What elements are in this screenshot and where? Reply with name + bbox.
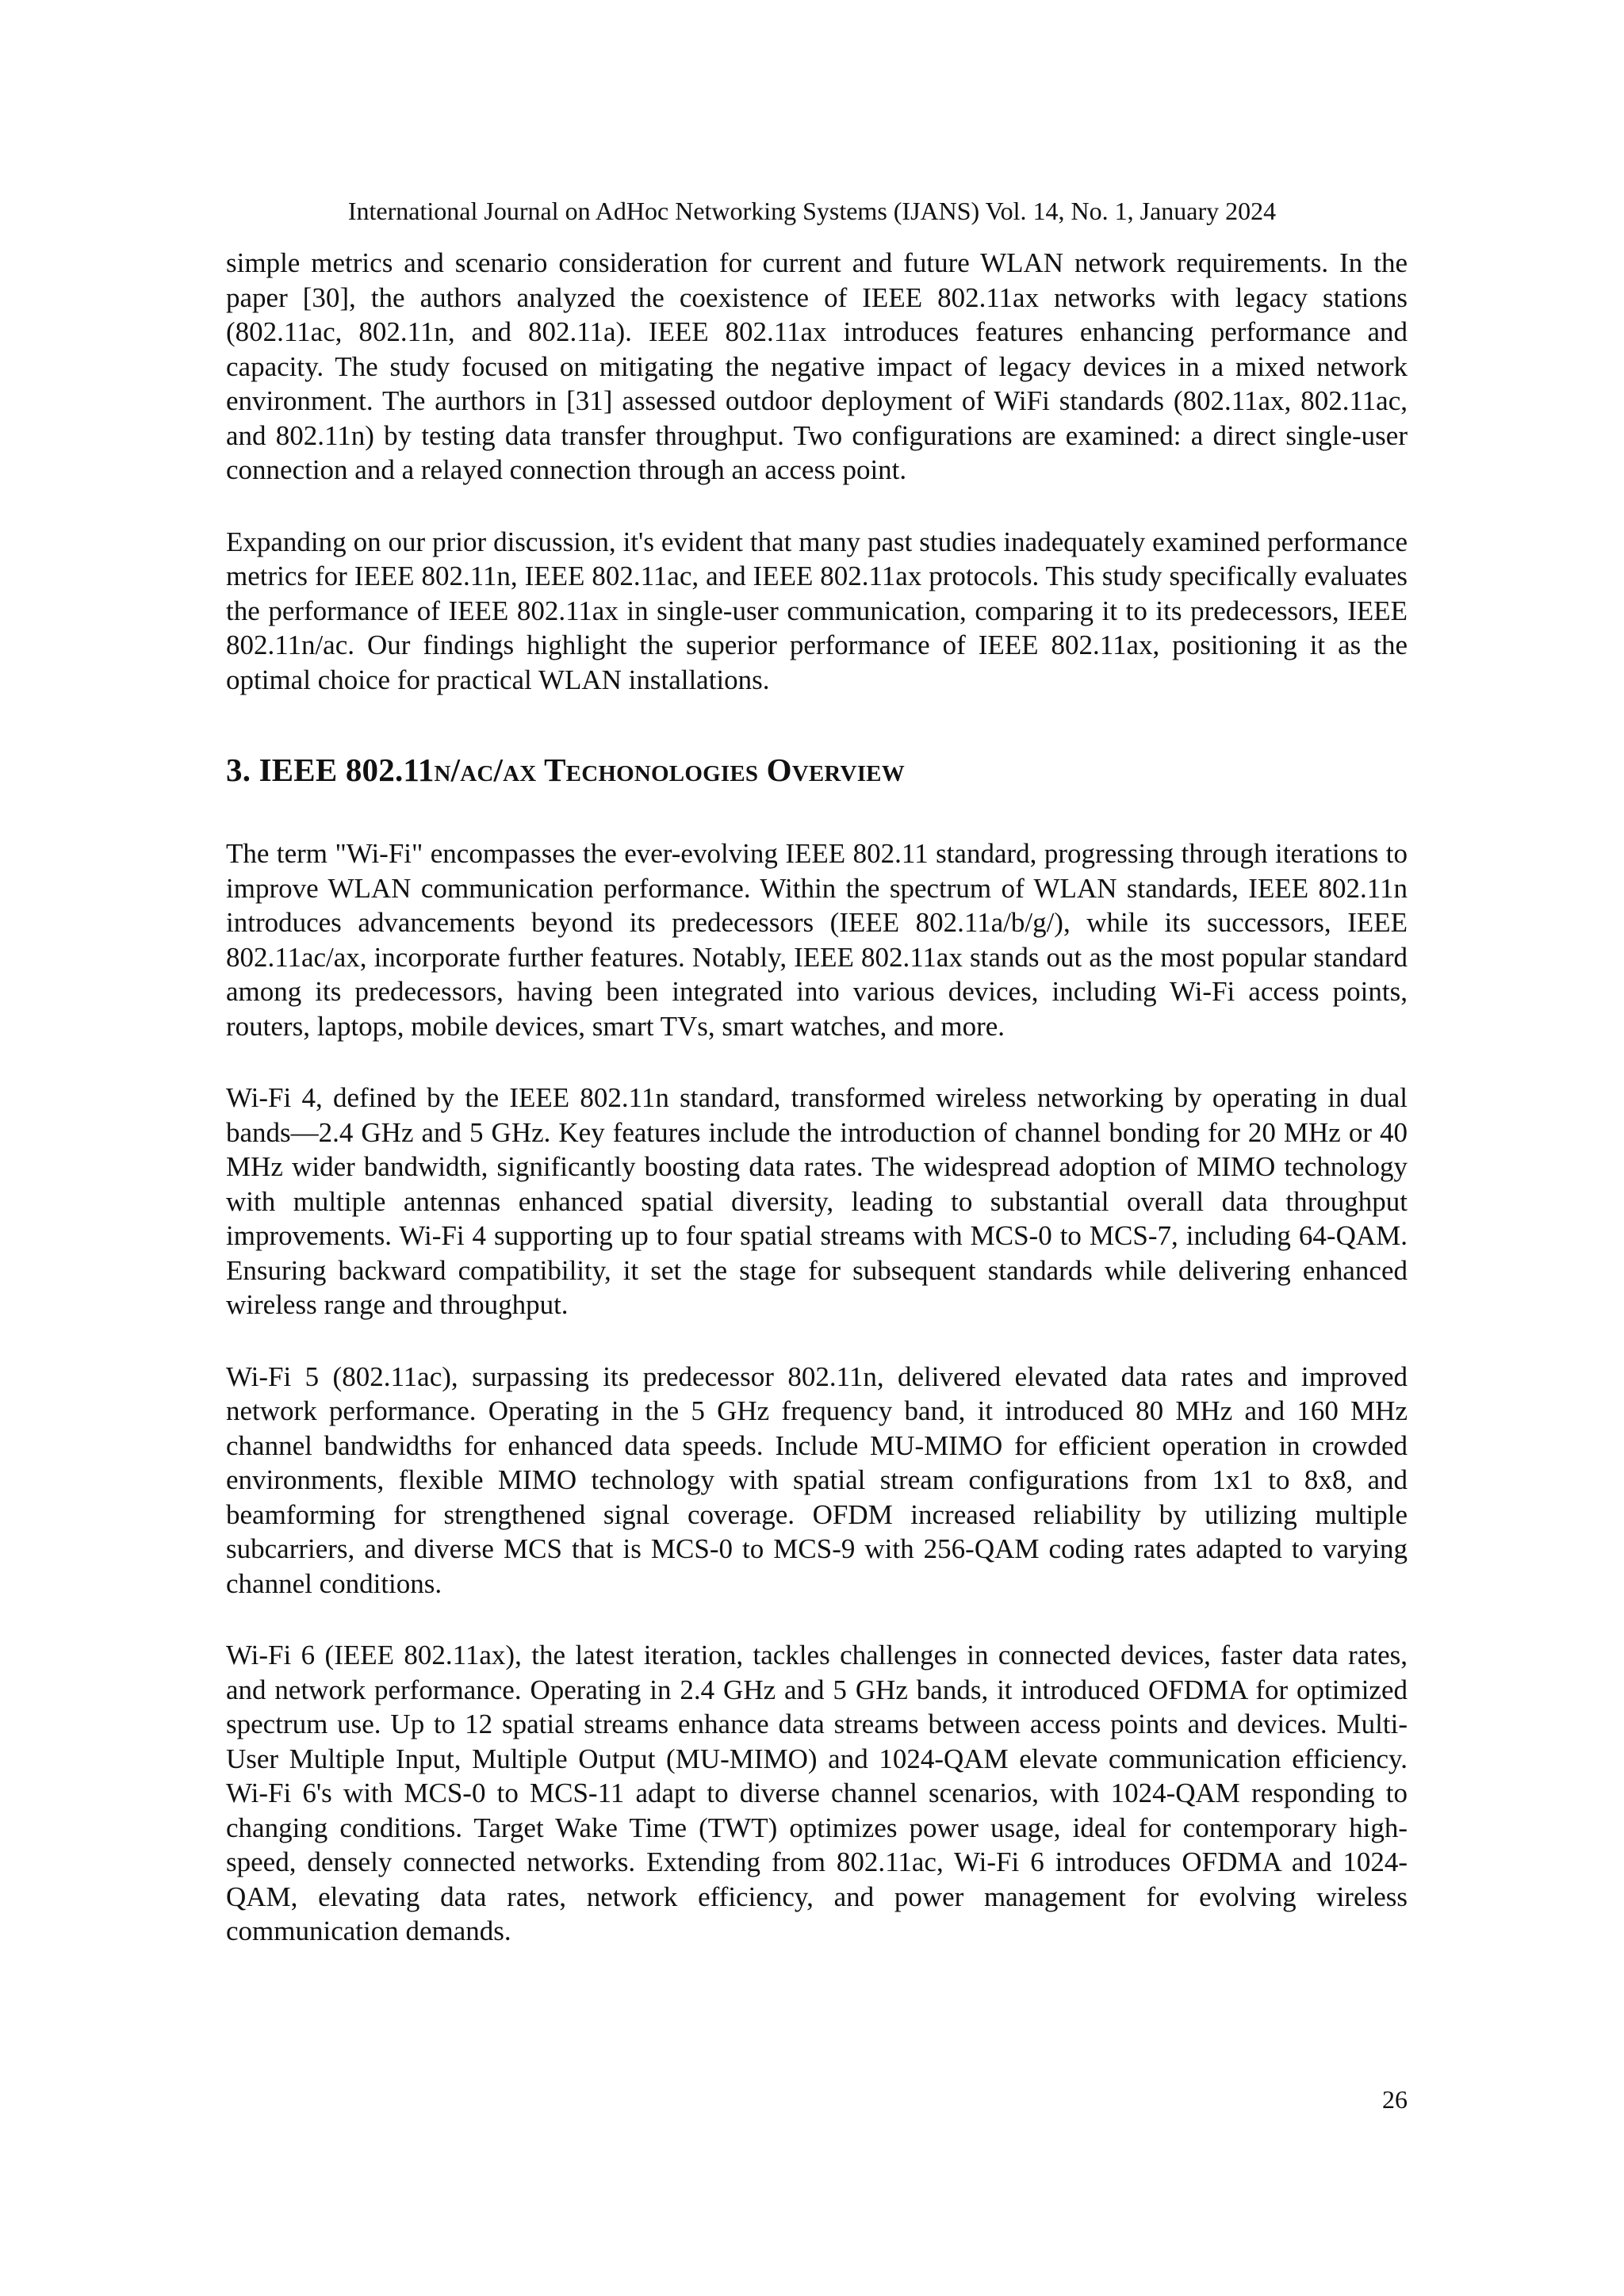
paragraph-wifi-4: Wi-Fi 4, defined by the IEEE 802.11n standard, transformed wireless networking by operating in dual bands—2.4 GHz and 5 GHz. Key features include the introduction of channel bonding for 20 MHz or 40 MHz wider bandwidth, significantly boosting data rates. The widespread adoption of MIMO technology with multiple antennas enhanced spatial diversity, leading to substantial overall data throughput improvements. Wi-Fi 4 supporting up to four spatial streams with MCS-0 to MCS-7, including 64-QAM. Ensuring backward compatibility, it set the stage for subsequent standards while delivering enhanced wireless range and throughput. — [226, 1082, 1408, 1320]
page-number: 26 — [1382, 2085, 1408, 2114]
paragraph-wifi-overview: The term "Wi-Fi" encompasses the ever-evolving IEEE 802.11 standard, progressing through iterations to improve WLAN communication performance. Within the spectrum of WLAN standards, IEEE 802.11n introduces advancements beyond its predecessors (IEEE 802.11a/b/g/), while its successors, IEEE 802.11ac/ax, incorporate further features. Notably, IEEE 802.11ax stands out as the most popular standard among its predecessors, having been integrated into various devices, including Wi-Fi access points, routers, laptops, mobile devices, smart TVs, smart watches, and more. — [226, 838, 1408, 1042]
paragraph-related-work-continued: simple metrics and scenario consideration for current and future WLAN network requirements. In the paper [30], the authors analyzed the coexistence of IEEE 802.11ax networks with legacy stations (802.11ac, 802.11n, and 802.11a). IEEE 802.11ax introduces features enhancing performance and capacity. The study focused on mitigating the negative impact of legacy devices in a mixed network environment. The aurthors in [31] assessed outdoor deployment of WiFi standards (802.11ax, 802.11ac, and 802.11n) by testing data transfer throughput. Two configurations are examined: a direct single-user connection and a relayed connection through an access point. — [226, 247, 1408, 485]
page-body — [226, 246, 1408, 1986]
section-heading: 3. IEEE 802.11n/ac/ax Techonologies Overview — [226, 752, 905, 788]
paragraph-wifi-6: Wi-Fi 6 (IEEE 802.11ax), the latest iteration, tackles challenges in connected devices, faster data rates, and network performance. Operating in 2.4 GHz and 5 GHz bands, it introduced OFDMA for optimized spectrum use. Up to 12 spatial streams enhance data streams between access points and devices. Multi-User Multiple Input, Multiple Output (MU-MIMO) and 1024-QAM elevate communication efficiency. Wi-Fi 6's with MCS-0 to MCS-11 adapt to diverse channel scenarios, with 1024-QAM responding to changing conditions. Target Wake Time (TWT) optimizes power usage, ideal for contemporary high-speed, densely connected networks. Extending from 802.11ac, Wi-Fi 6 introduces OFDMA and 1024-QAM, elevating data rates, network efficiency, and power management for evolving wireless communication demands. — [226, 1640, 1408, 1946]
running-header: International Journal on AdHoc Networking Systems (IJANS) Vol. 14, No. 1, January 2024 — [347, 197, 1277, 225]
paragraph-wifi-5: Wi-Fi 5 (802.11ac), surpassing its predecessor 802.11n, delivered elevated data rates and improved network performance. Operating in the 5 GHz frequency band, it introduced 80 MHz and 160 MHz channel bandwidths for enhanced data speeds. Include MU-MIMO for efficient operation in crowded environments, flexible MIMO technology with spatial stream configurations from 1x1 to 8x8, and beamforming for strengthened signal coverage. OFDM increased reliability by utilizing multiple subcarriers, and diverse MCS that is MCS-0 to MCS-9 with 256-QAM coding rates adapted to varying channel conditions. — [226, 1360, 1408, 1599]
paragraph-study-motivation: Expanding on our prior discussion, it's evident that many past studies inadequately examined performance metrics for IEEE 802.11n, IEEE 802.11ac, and IEEE 802.11ax protocols. This study specifically evaluates the performance of IEEE 802.11ax in single-user communication, comparing it to its predecessors, IEEE 802.11n/ac. Our findings highlight the superior performance of IEEE 802.11ax, positioning it as the optimal choice for practical WLAN installations. — [226, 526, 1408, 695]
